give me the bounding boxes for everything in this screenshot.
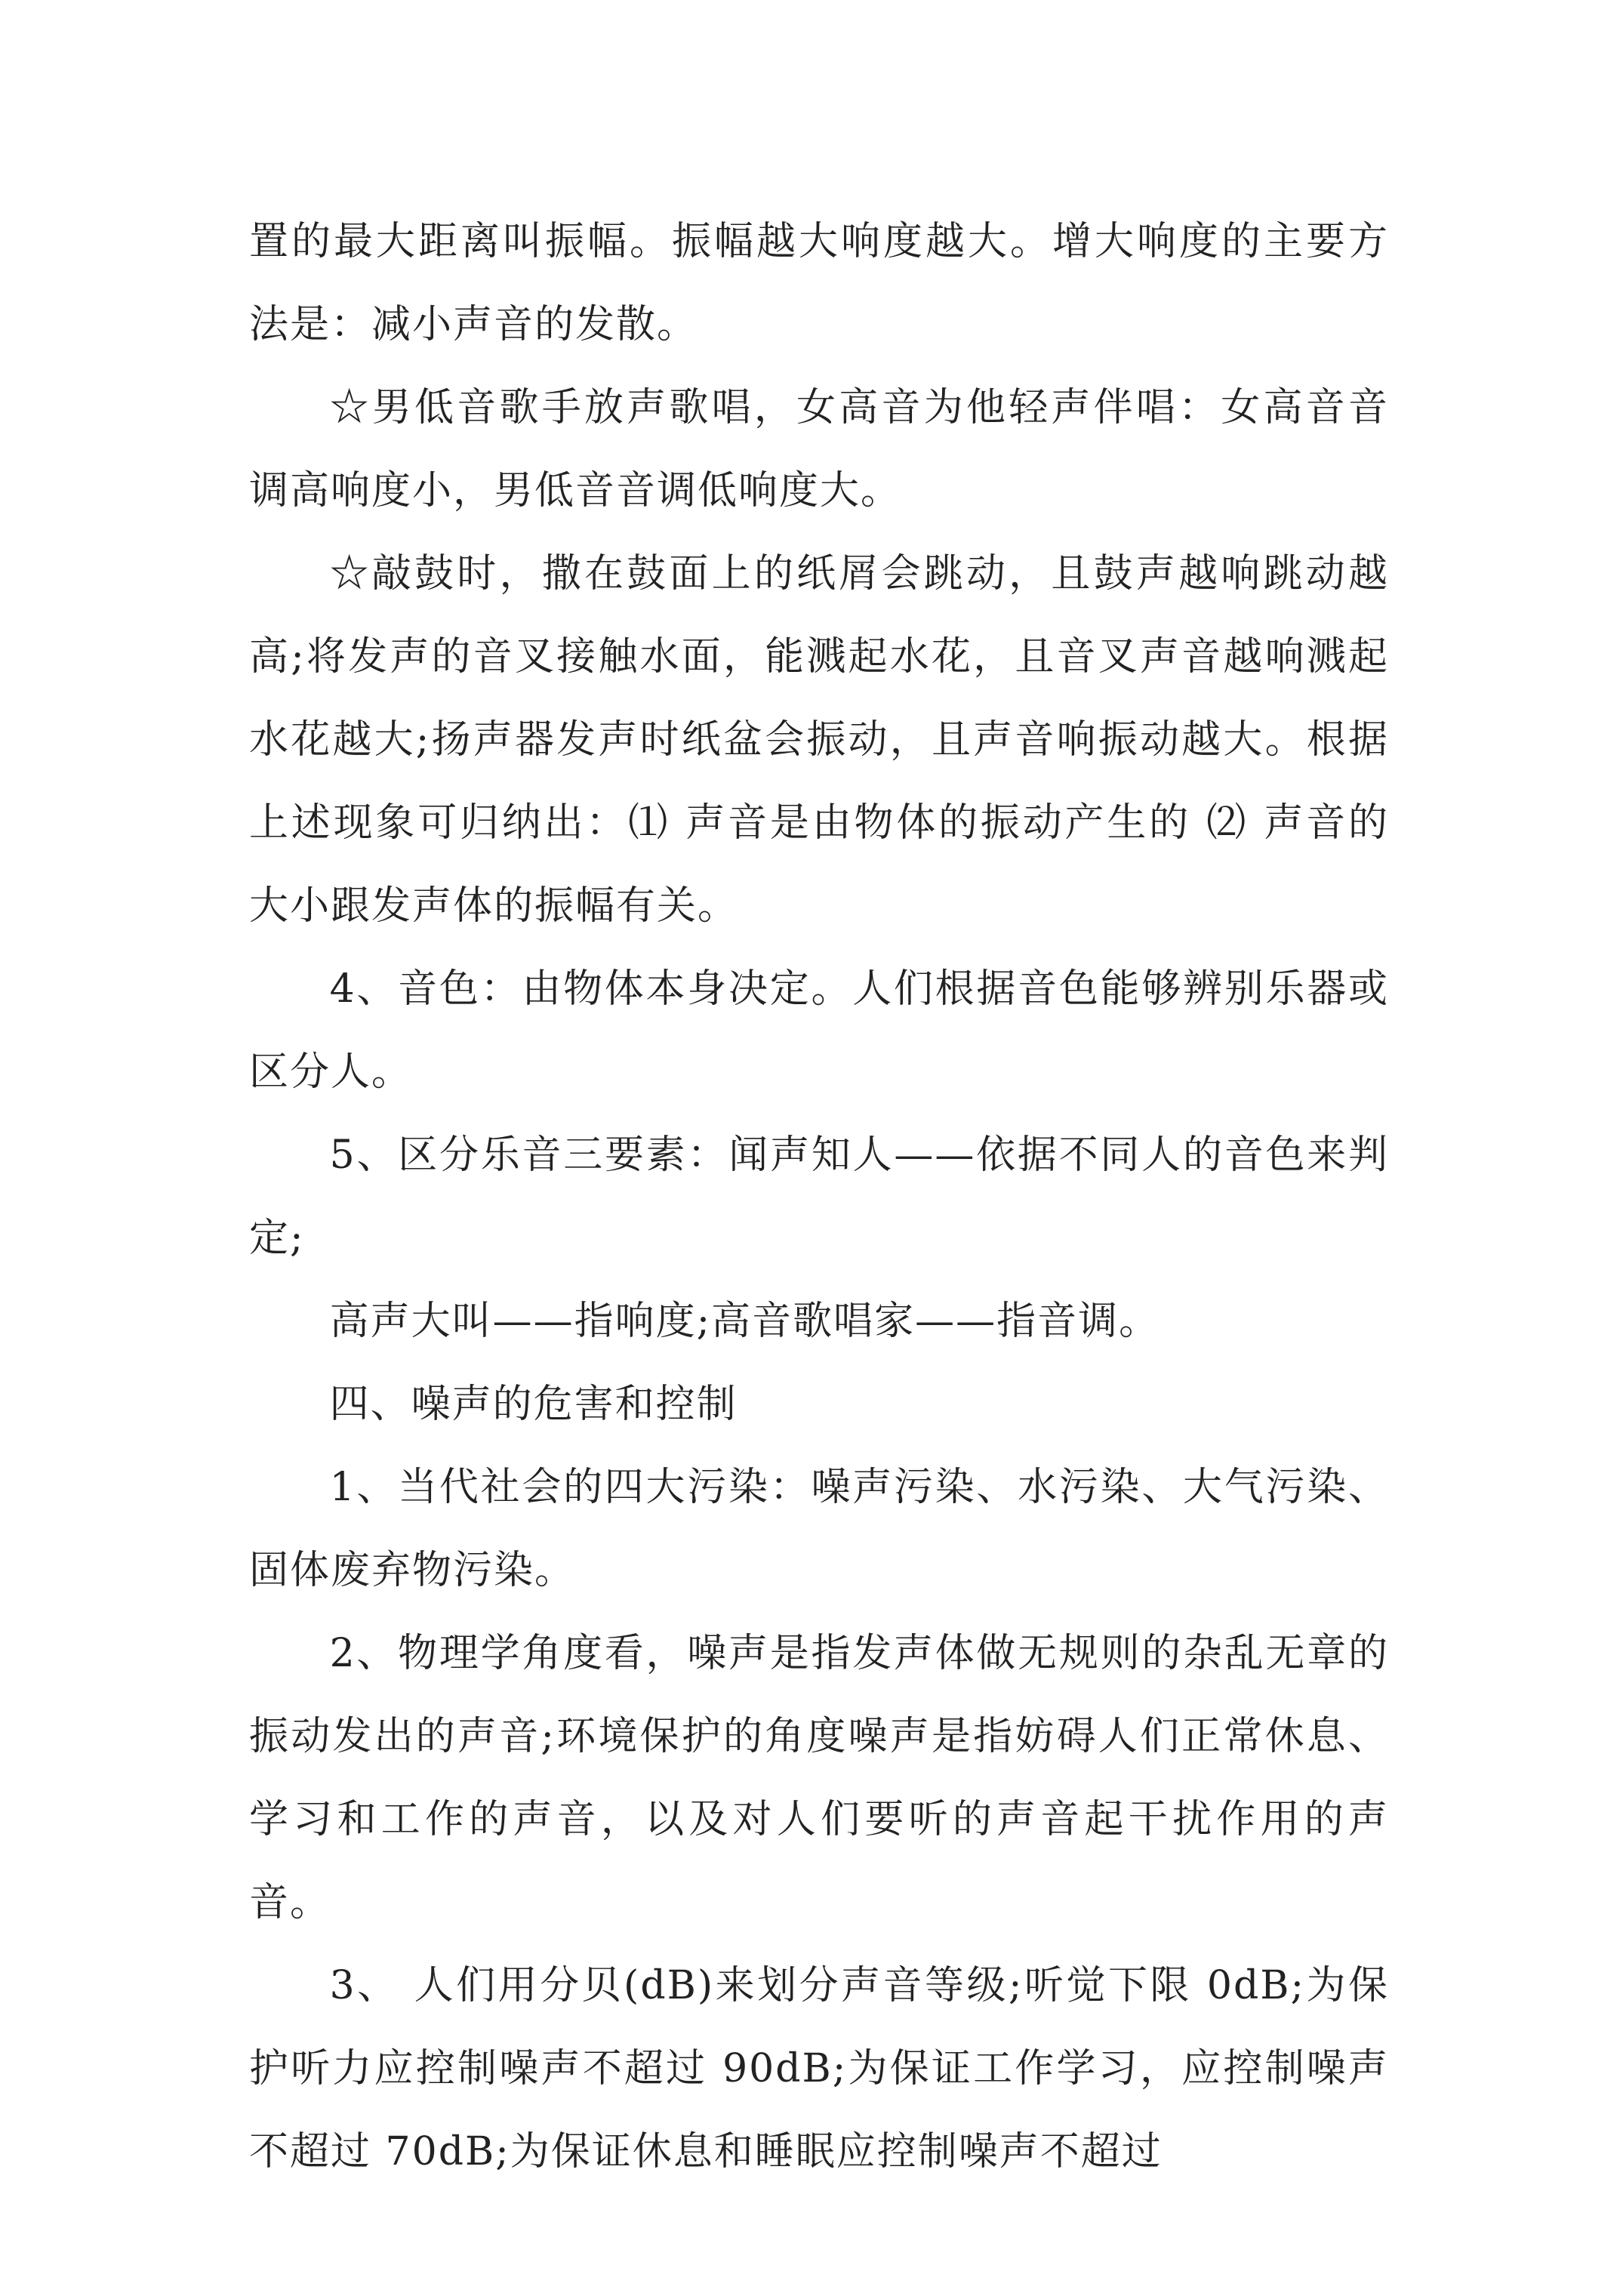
paragraph-loudness-pitch: 高声大叫——指响度;高音歌唱家——指音调。 bbox=[329, 1299, 1160, 1344]
paragraph-timbre: 4、音色：由物体本身决定。人们根据音色能够辨别乐器或区分人。 bbox=[249, 966, 1389, 1095]
paragraph-singer-example: ☆男低音歌手放声歌唱，女高音为他轻声伴唱：女高音音调高响度小，男低音音调低响度大。 bbox=[249, 385, 1389, 513]
paragraph-drum-example: ☆敲鼓时，撒在鼓面上的纸屑会跳动，且鼓声越响跳动越高;将发声的音叉接触水面，能溅起水花，且音叉声音越响溅起水花越大;扬声器发声时纸盆会振动，且声音响振动越大。根据上述现象可归纳出：⑴ 声音是由物体的振动产生的 ⑵ 声音的大小跟发声体的振幅有关。 bbox=[249, 551, 1389, 929]
paragraph-amplitude: 置的最大距离叫振幅。振幅越大响度越大。增大响度的主要方法是：减小声音的发散。 bbox=[249, 219, 1389, 347]
paragraph-decibel-levels: 3、 人们用分贝(dB)来划分声音等级;听觉下限 0dB;为保护听力应控制噪声不超过 90dB;为保证工作学习，应控制噪声不超过 70dB;为保证休息和睡眠应控制噪声不超过 bbox=[249, 1963, 1389, 2174]
document-page bbox=[249, 200, 1389, 2193]
paragraph-noise-definition: 2、物理学角度看，噪声是指发声体做无规则的杂乱无章的振动发出的声音;环境保护的角度噪声是指妨碍人们正常休息、学习和工作的声音，以及对人们要听的声音起干扰作用的声音。 bbox=[249, 1631, 1389, 1925]
section-heading-noise: 四、噪声的危害和控制 bbox=[329, 1382, 738, 1427]
paragraph-three-elements: 5、区分乐音三要素：闻声知人——依据不同人的音色来判定; bbox=[249, 1133, 1389, 1261]
paragraph-four-pollutions: 1、当代社会的四大污染：噪声污染、水污染、大气污染、固体废弃物污染。 bbox=[249, 1465, 1389, 1593]
